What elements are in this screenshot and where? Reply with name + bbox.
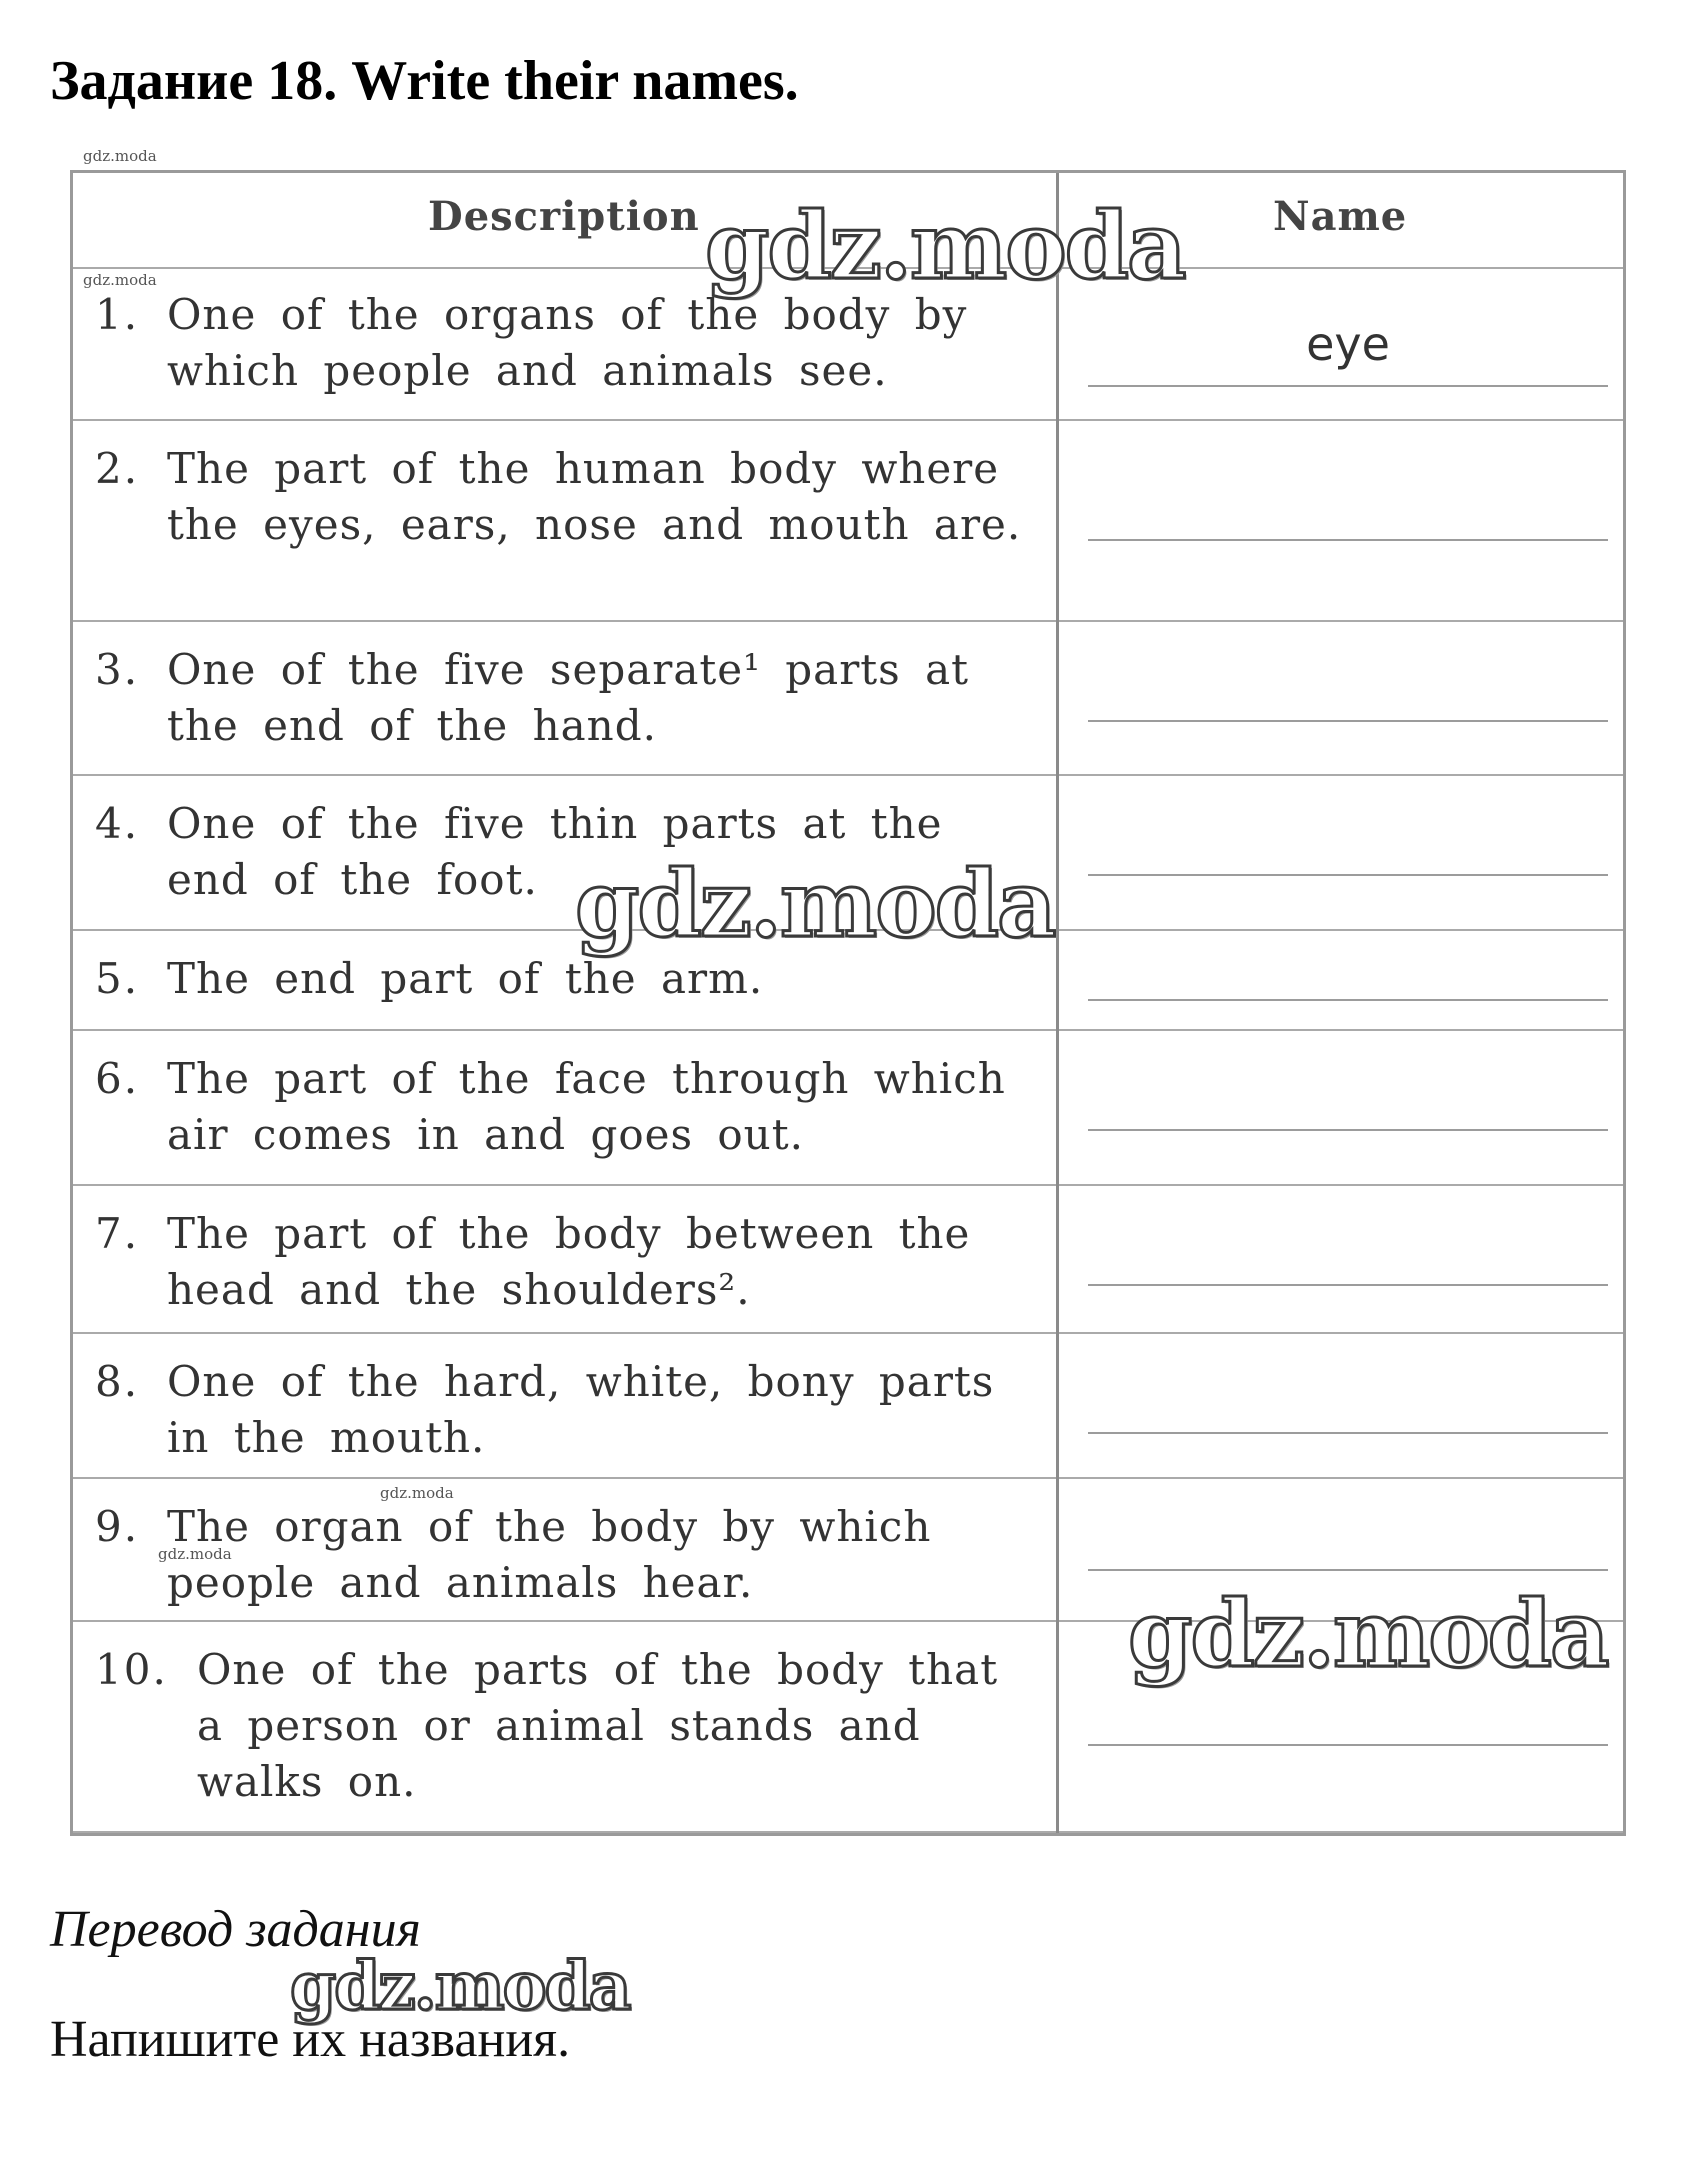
watermark-small: gdz.moda [83,147,157,165]
watermark-small: gdz.moda [158,1545,232,1563]
watermark-large: gdz.moda [290,1947,630,2025]
row-description: The organ of the body by which people and animals hear. [167,1502,932,1607]
watermark-small: gdz.moda [380,1484,454,1502]
answer-line[interactable] [1088,1569,1608,1571]
table-row [73,421,1623,622]
answer-line[interactable] [1088,1744,1608,1746]
page-title: Задание 18. Write their names. [50,50,799,112]
row-description: One of the parts of the body that a person or animal stands and walks on. [197,1645,999,1806]
row-description: The part of the body between the head and the shoulders². [167,1209,971,1314]
table-row [73,622,1623,776]
row-description: One of the five thin parts at the end of the foot. [167,799,943,904]
answer-line[interactable] [1088,1129,1608,1131]
table-row [73,1334,1623,1479]
row-description: The part of the human body where the eyes, ears, nose and mouth are. [167,444,1022,549]
answer-line[interactable] [1088,999,1608,1001]
row-description: One of the organs of the body by which people and animals see. [167,290,968,395]
answer-line[interactable] [1088,1432,1608,1434]
translation-text: Напишите их названия. [50,2011,571,2068]
row-number: 7. [95,1209,140,1258]
answer-text: eye [1306,317,1390,371]
row-description: One of the hard, white, bony parts in the mouth. [167,1357,995,1462]
answer-line[interactable] [1088,539,1608,541]
row-number: 8. [95,1357,140,1406]
row-number: 3. [95,645,140,694]
table-row [73,1186,1623,1334]
column-divider [1056,173,1059,1833]
name-column-header: Name [1273,193,1408,240]
row-number: 1. [95,290,140,339]
row-number: 4. [95,799,140,848]
watermark-large: gdz.moda [575,850,1055,958]
answer-line[interactable] [1088,874,1608,876]
watermark-large: gdz.moda [705,192,1185,300]
answer-line[interactable] [1088,720,1608,722]
row-description: The part of the face through which air comes in and goes out. [167,1054,1006,1159]
translation-heading: Перевод задания [50,1901,421,1958]
row-number: 6. [95,1054,140,1103]
row-description: One of the five separate¹ parts at the end of the hand. [167,645,969,750]
watermark-large: gdz.moda [1128,1580,1608,1688]
answer-line[interactable] [1088,385,1608,387]
watermark-small: gdz.moda [83,271,157,289]
row-description: The end part of the arm. [167,954,764,1003]
table-row [73,1031,1623,1186]
description-column-header: Description [428,193,700,240]
row-number: 5. [95,954,140,1003]
row-number: 2. [95,444,140,493]
row-number: 10. [95,1645,168,1694]
answer-line[interactable] [1088,1284,1608,1286]
row-number: 9. [95,1502,140,1551]
